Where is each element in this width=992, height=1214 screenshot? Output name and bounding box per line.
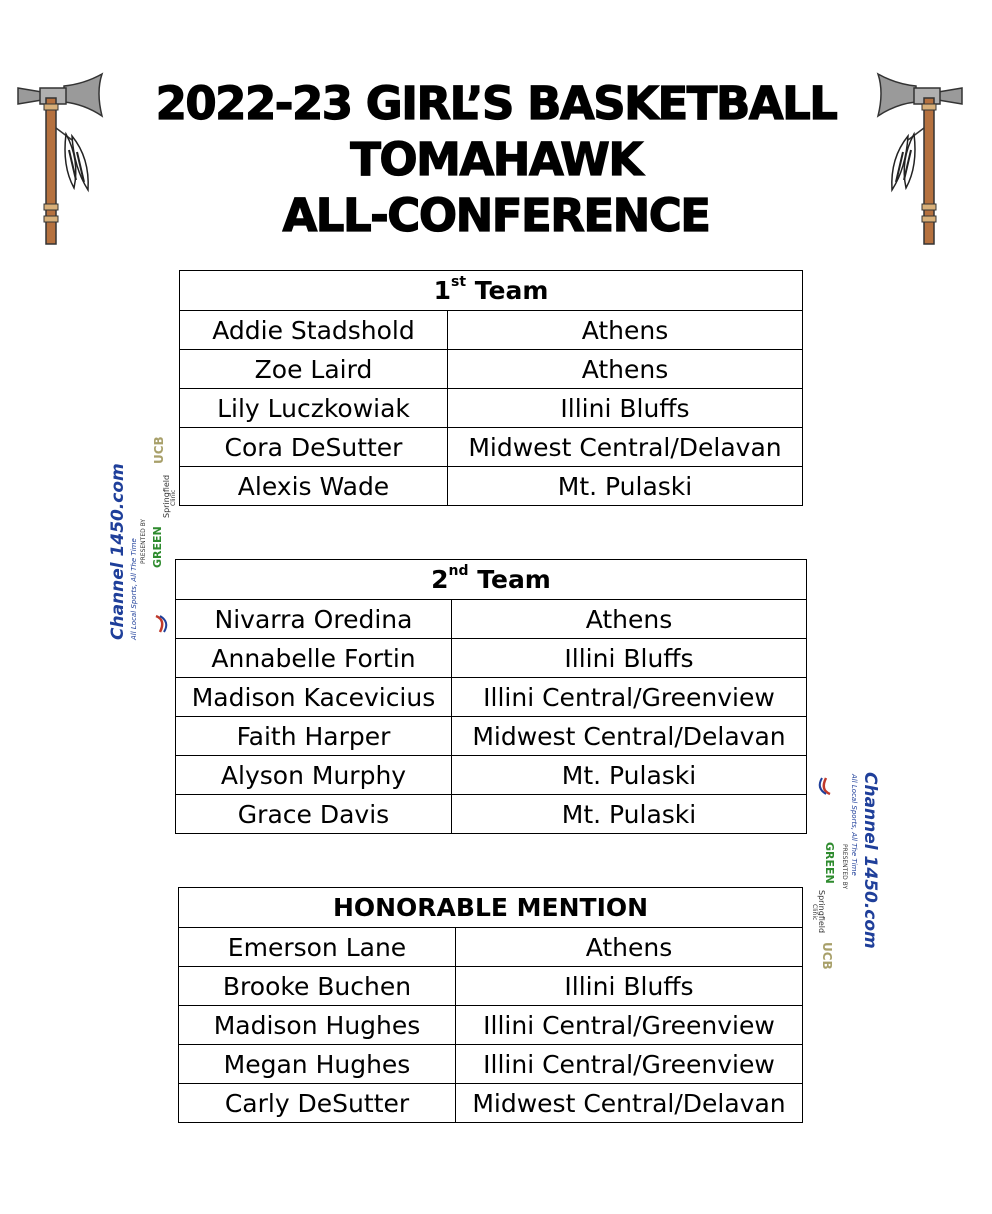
table-row xyxy=(180,428,803,467)
player-school: Illini Bluffs xyxy=(448,389,803,428)
sponsor-brand: Channel 1450.com xyxy=(860,772,880,949)
sponsor-presented: PRESENTED BY xyxy=(841,844,848,890)
player-name: Carly DeSutter xyxy=(179,1084,456,1123)
table-row xyxy=(176,600,807,639)
table-row xyxy=(176,756,807,795)
sponsor-logo xyxy=(106,436,177,640)
player-school: Mt. Pulaski xyxy=(452,795,807,834)
flag-logo-icon xyxy=(152,612,172,636)
player-school: Midwest Central/Delavan xyxy=(448,428,803,467)
player-school: Illini Central/Greenview xyxy=(456,1006,803,1045)
player-school: Illini Bluffs xyxy=(456,967,803,1006)
player-school: Athens xyxy=(448,311,803,350)
player-school: Midwest Central/Delavan xyxy=(452,717,807,756)
tomahawk-icon xyxy=(14,70,104,250)
player-school: Athens xyxy=(448,350,803,389)
sponsor-presented: PRESENTED BY xyxy=(140,518,147,564)
table-row xyxy=(176,717,807,756)
player-name: Lily Luczkowiak xyxy=(180,389,448,428)
player-name: Alexis Wade xyxy=(180,467,448,506)
player-school: Illini Central/Greenview xyxy=(452,678,807,717)
sponsor-green: GREEN xyxy=(823,842,836,884)
sponsor-logo xyxy=(812,770,882,970)
player-name: Grace Davis xyxy=(176,795,452,834)
honorable-mention-heading: HONORABLE MENTION xyxy=(179,888,803,928)
player-name: Faith Harper xyxy=(176,717,452,756)
player-name: Zoe Laird xyxy=(180,350,448,389)
table-row xyxy=(179,1045,803,1084)
table-row xyxy=(179,967,803,1006)
table-row xyxy=(180,389,803,428)
page-title-line-2: TOMAHAWK xyxy=(350,133,642,186)
table-row xyxy=(176,639,807,678)
second-team-table xyxy=(175,559,807,834)
table-row xyxy=(180,350,803,389)
table-row xyxy=(176,795,807,834)
flag-logo-icon xyxy=(814,774,834,798)
sponsor-clinic: Clinic xyxy=(170,489,177,506)
page-title-line-3: ALL-CONFERENCE xyxy=(282,189,710,242)
sponsor-brand: Channel 1450.com xyxy=(108,463,128,640)
player-school: Illini Central/Greenview xyxy=(456,1045,803,1084)
player-name: Madison Hughes xyxy=(179,1006,456,1045)
table-row xyxy=(179,1084,803,1123)
player-school: Mt. Pulaski xyxy=(448,467,803,506)
player-name: Emerson Lane xyxy=(179,928,456,967)
player-school: Athens xyxy=(452,600,807,639)
player-name: Nivarra Oredina xyxy=(176,600,452,639)
player-school: Illini Bluffs xyxy=(452,639,807,678)
sponsor-ucb: UCB xyxy=(152,436,166,464)
player-name: Annabelle Fortin xyxy=(176,639,452,678)
player-name: Alyson Murphy xyxy=(176,756,452,795)
player-name: Megan Hughes xyxy=(179,1045,456,1084)
player-name: Cora DeSutter xyxy=(180,428,448,467)
player-name: Brooke Buchen xyxy=(179,967,456,1006)
player-school: Midwest Central/Delavan xyxy=(456,1084,803,1123)
player-name: Madison Kacevicius xyxy=(176,678,452,717)
honorable-mention-table xyxy=(178,887,803,1123)
page-title: 2022-23 GIRL’S BASKETBALL xyxy=(155,77,837,130)
sponsor-ucb: UCB xyxy=(820,942,834,970)
sponsor-clinic: Clinic xyxy=(811,904,818,921)
sponsor-tagline: All Local Sports, All The Time xyxy=(130,538,138,640)
table-row xyxy=(176,678,807,717)
first-team-table xyxy=(179,270,803,506)
table-row xyxy=(179,1006,803,1045)
player-name: Addie Stadshold xyxy=(180,311,448,350)
table-row xyxy=(179,928,803,967)
player-school: Mt. Pulaski xyxy=(452,756,807,795)
sponsor-green: GREEN xyxy=(151,526,164,568)
sponsor-springfield: Springfield xyxy=(162,474,171,518)
player-school: Athens xyxy=(456,928,803,967)
table-row xyxy=(180,467,803,506)
second-team-heading: 2nd Team xyxy=(176,560,807,600)
sponsor-tagline: All Local Sports, All The Time xyxy=(850,774,858,876)
first-team-heading: 1st Team xyxy=(180,271,803,311)
table-row xyxy=(180,311,803,350)
sponsor-springfield: Springfield xyxy=(817,890,826,934)
